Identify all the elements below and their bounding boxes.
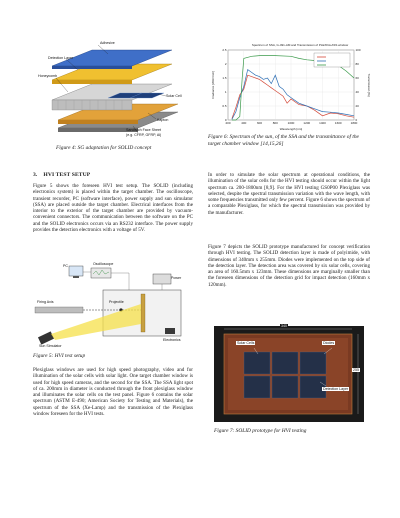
left-paragraph-2: Plexiglass windows are used for high speed photography, video and for illumination of the solar cells with solar light. One target chamber window is used for high speed cameras, and the second for the SSA. The SSA light spot of ca. 200mm in diameter is conducted through the front plexiglass window and illuminates the solar cells on the test panel. Figure 6 contains the solar spectrum (ASTM E-490; American Society for Testing and Materials), the spectrum of the SSA (Xe-Lamp) and the transmission of the Plexiglass window foreseen for the HVI tests. xyxy=(33,367,193,418)
y2-axis-label: Transmission [%] xyxy=(367,73,371,97)
label-detection-layer: Detection Layer xyxy=(48,56,74,60)
y2-tick-label: 60 xyxy=(355,76,359,80)
label-adhesive: Adhesive xyxy=(100,41,115,45)
x-tick-label: 1400 xyxy=(319,121,326,125)
right-paragraph-2: Figure 7 depicts the SOLID prototype manufactured for concept verification through HVI testing. The SOLID detection layer is made of polyimide, with dimensions of 340mm x 255mm. Diodes were implemented on the top side of the detection layer. The detection area was covered by six solar cells, covering an area of 160.5mm x 123mm. These dimensions are marginally smaller than the foreseen dimensions of the detection grid for impact detection (160mm x 120mm). xyxy=(208,244,370,288)
chart-title: Spectrum of SSA, G-491-AM and Transmission of PLEXIGLASS window xyxy=(251,43,349,47)
figure-7 xyxy=(214,326,364,422)
label-diodes: Diodes xyxy=(323,341,335,345)
section-heading: 3. HVI TEST SETUP xyxy=(33,172,91,178)
label-firing-axis: Firing Axis xyxy=(37,300,54,304)
label-sandwich-face-sheet: Sandwich Face Sheet xyxy=(126,128,161,132)
x-tick-label: 400 xyxy=(241,121,247,125)
x-tick-label: 200 xyxy=(225,121,231,125)
label-oscilloscope: Oscilloscope xyxy=(93,262,114,266)
y-tick-label: 1 xyxy=(224,90,227,94)
y2-tick-label: 100 xyxy=(355,48,361,52)
spectrum-chart xyxy=(210,40,370,132)
y2-tick-label: 0 xyxy=(355,118,358,122)
y-tick-label: 1.5 xyxy=(222,76,227,80)
label-kapton: Kapton xyxy=(157,118,169,122)
label-solar-cells: Solar Cells xyxy=(237,341,255,345)
x-tick-label: 1600 xyxy=(334,121,342,125)
x-tick-label: 1200 xyxy=(303,121,311,125)
right-paragraph-1: In order to simulate the solar spectrum at operational conditions, the illumination of the solar cells for the HVI testing should occur within the light spectrum ca. 200-1800nm [8,9]. For the HVI testing GS0P00 Plexiglass was selected, despite the spectral transmission variation with the wave length, with some frequencies transmitted only few percent. Figure 6 shows the spectrum of a comparable Plexiglass, for which the spectral transmission was provided by the manufacturer. xyxy=(208,172,370,216)
x-tick-label: 1800 xyxy=(350,121,358,125)
label-electronics: Electronics xyxy=(163,338,181,342)
x-tick-label: 600 xyxy=(256,121,263,125)
dimension-height: 255 xyxy=(353,368,359,372)
figure-6 xyxy=(210,40,370,132)
y-tick-label: 2.5 xyxy=(222,48,227,52)
x-axis-label: Wavelength [nm] xyxy=(279,127,303,131)
y2-tick-label: 20 xyxy=(355,104,359,108)
label-detection-layer: Detection Layer xyxy=(323,387,349,391)
label-projectile: Projectile xyxy=(109,300,124,304)
sandwich-layers-illustration xyxy=(38,40,188,138)
y-tick-label: 0.5 xyxy=(222,104,227,108)
label-material: (e.g. CFRP, GFRP, Al) xyxy=(126,133,162,137)
y-axis-label: Irradiance [W/m²/nm] xyxy=(211,70,215,100)
label-honeycomb: Honeycomb xyxy=(38,74,58,78)
figure-6-caption: Figure 6: Spectrum of the sun, of the SSA and the transmittance of the target chamber window [14,15,26] xyxy=(208,134,359,147)
label-sun-simulator: Sun Simulator xyxy=(39,344,62,348)
figure-5 xyxy=(33,262,195,350)
y-tick-label: 2 xyxy=(224,62,227,66)
section-3-paragraph-1: Figure 5 shows the foreseen HVI test setup. The SOLID (including electronics system) is placed within the target chamber. The oscilloscope, transient recorder, PC (software interface), power supply and sun simulator (SSA) are placed outside the target chamber. Electrical interfaces from the interior to the exterior of the target chamber are provided by vacuum-convenient connectors. The communication between the software on the PC and the SOLID electronics occurs via an RS232 interface. The power supply provides the detection electronics with a voltage of 5V. xyxy=(33,183,193,234)
label-pc: PC xyxy=(63,264,68,268)
y2-tick-label: 40 xyxy=(355,90,359,94)
y-tick-label: 0 xyxy=(224,118,227,122)
x-tick-label: 1000 xyxy=(287,121,295,125)
figure-4-caption: Figure 4: SG adaptation for SOLID concept xyxy=(56,145,152,151)
label-power: Power xyxy=(171,276,182,280)
figure-7-caption: Figure 7: SOLID prototype for HVI testing xyxy=(214,428,307,434)
x-tick-label: 800 xyxy=(272,121,278,125)
label-solar-cell: Solar Cell xyxy=(166,94,182,98)
figure-4 xyxy=(38,40,188,138)
dimension-width: 340 xyxy=(281,324,287,328)
y2-tick-label: 80 xyxy=(355,62,359,66)
figure-5-caption: Figure 5: HVI test setup xyxy=(33,353,86,359)
